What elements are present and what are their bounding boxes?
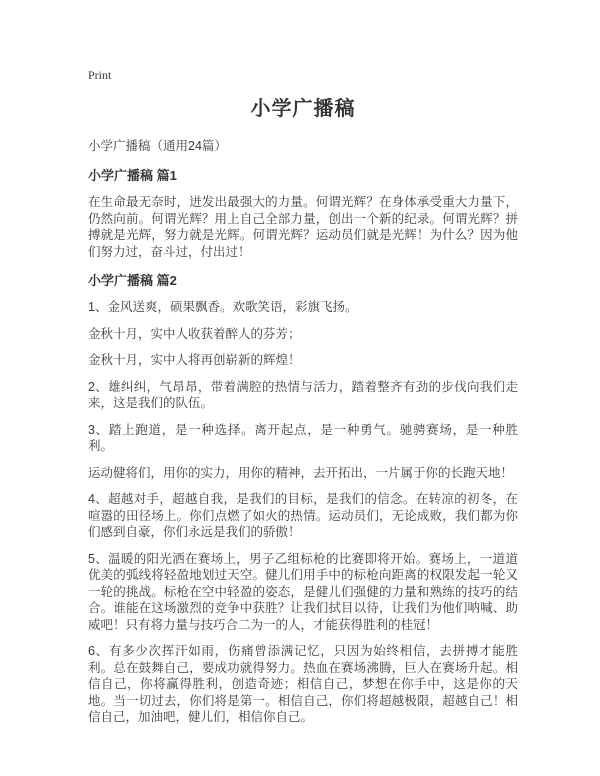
paragraph: 金秋十月，实中人收获着醉人的芬芳；: [88, 326, 301, 341]
paragraph: 运动健将们，用你的实力，用你的精神，去开拓出，一片属于你的长跑天地！: [88, 465, 514, 480]
section-heading: 小学广播稿 篇2: [88, 273, 177, 288]
paragraph: 6、有多少次挥汗如雨，伤痛曾添满记忆，只因为始终相信，去拼搏才能胜利。总在鼓舞自己，要成功就得努力。热血在赛场沸腾，巨人在赛场升起。相信自己，你将赢得胜利，创造奇迹；相信自己，梦想在你手中，这是你的天地。当一切过去，你们将是第一。相信自己，你们将超越极限，超越自己！相信自己，加油吧，健儿们，相信你自己。: [88, 644, 518, 724]
doc-subtitle: 小学广播稿（通用24篇）: [88, 139, 227, 153]
paragraph: 3、踏上跑道，是一种选择。离开起点，是一种勇气。驰骋赛场，是一种胜利。: [88, 422, 518, 453]
section-1: [88, 167, 518, 260]
paragraph: 5、温暖的阳光洒在赛场上，男子乙组标枪的比赛即将开始。赛场上，一道道优美的弧线将轻盈地划过天空。健儿们用手中的标枪向距离的权限发起一轮又一轮的挑战。标枪在空中轻盈的姿态，是健儿们强健的力量和熟练的技巧的结合。谁能在这场激烈的竞争中获胜？让我们拭目以待，让我们为他们呐喊、助威吧！只有将力量与技巧合二为一的人，才能获得胜利的桂冠！: [88, 551, 518, 632]
section-heading: 小学广播稿 篇1: [88, 168, 177, 183]
page-title: 小学广播稿: [250, 98, 356, 120]
print-link[interactable]: Print: [88, 68, 112, 82]
paragraph: 4、超越对手，超越自我，是我们的目标，是我们的信念。在转凉的初冬，在喧嚣的田径场上。你们点燃了如火的热情。运动员们，无论成败，我们都为你们感到自豪，你们永远是我们的骄傲！: [88, 492, 518, 539]
section-2: [88, 272, 518, 726]
paragraph: 金秋十月，实中人将再创崭新的辉煌！: [88, 353, 301, 367]
paragraph: 1、金风送爽，硕果飘香。欢歌笑语，彩旗飞扬。: [88, 300, 358, 314]
paragraph: 在生命最无奈时，迸发出最强大的力量。何谓光辉？在身体承受重大力量下，仍然向前。何谓光辉？用上自己全部力量，创出一个新的纪录。何谓光辉？拼搏就是光辉，努力就是光辉。何谓光辉？运动员们就是光辉！为什么？因为他们努力过，奋斗过，付出过！: [88, 195, 518, 259]
paragraph: 2、雄纠纠，气昂昂，带着满腔的热情与活力，踏着整齐有劲的步伐向我们走来，这是我们的队伍。: [88, 379, 518, 410]
